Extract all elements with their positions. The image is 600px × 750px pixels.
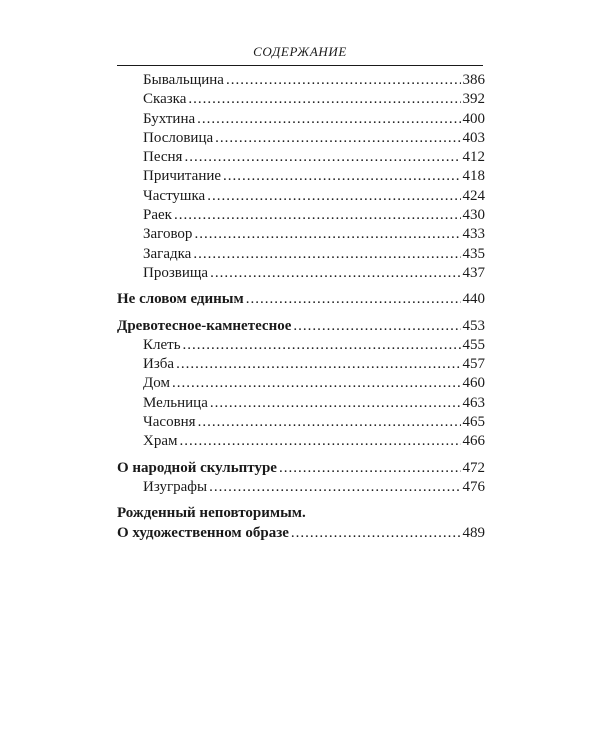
toc-section-page: 472 [462, 459, 485, 476]
toc-section[interactable] [117, 290, 485, 309]
toc-entry-title: Часовня [143, 414, 196, 431]
dot-leader [193, 245, 460, 264]
toc-entry-page: 455 [462, 336, 485, 353]
toc-entry-title: Клеть [143, 336, 181, 353]
toc-entry-title: Причитание [143, 168, 222, 185]
toc-entry-title: Мельница [143, 394, 208, 411]
toc-entry-page: 412 [462, 149, 485, 166]
toc-section-page: 489 [462, 524, 485, 541]
toc-entry-page: 457 [462, 356, 485, 373]
dot-leader [179, 432, 460, 451]
toc-entry-page: 465 [462, 414, 485, 431]
toc-entry[interactable] [117, 225, 485, 244]
dot-leader [207, 187, 460, 206]
dot-leader [210, 394, 461, 413]
toc-entry[interactable] [117, 264, 485, 283]
toc-entry-title: Частушка [143, 187, 206, 204]
toc-section[interactable] [117, 524, 485, 543]
toc-entry[interactable] [117, 478, 485, 497]
dot-leader [209, 478, 460, 497]
toc-entry-page: 466 [462, 433, 485, 450]
dot-leader [226, 71, 461, 90]
dot-leader [246, 290, 461, 309]
toc-entry-title: Загадка [143, 245, 192, 262]
toc-entry-title: Изба [143, 356, 175, 373]
toc-entry[interactable] [117, 90, 485, 109]
dot-leader [210, 264, 460, 283]
dot-leader [293, 317, 460, 336]
toc-section[interactable] [117, 317, 485, 336]
dot-leader [172, 374, 461, 393]
toc-entry-page: 433 [462, 226, 485, 243]
dot-leader [215, 129, 460, 148]
toc-entry-page: 392 [462, 91, 485, 108]
toc-entry-title: Изуграфы [143, 478, 208, 495]
dot-leader [194, 225, 460, 244]
toc-entry-page: 437 [462, 264, 485, 281]
toc-section-page: 453 [462, 317, 485, 334]
toc-entry[interactable] [117, 110, 485, 129]
toc-entry[interactable] [117, 245, 485, 264]
toc-section-page: 440 [462, 291, 485, 308]
toc-entry-page: 430 [462, 207, 485, 224]
dot-leader [223, 167, 460, 186]
toc-entry-title: Пословица [143, 129, 214, 146]
toc-entry-page: 435 [462, 245, 485, 262]
dot-leader [279, 459, 461, 478]
toc-entry[interactable] [117, 129, 485, 148]
toc-entry-page: 476 [462, 478, 485, 495]
toc-entry-page: 424 [462, 187, 485, 204]
toc-entry-page: 418 [462, 168, 485, 185]
toc-entry[interactable] [117, 187, 485, 206]
dot-leader [198, 413, 461, 432]
toc-entry-title: Заговор [143, 226, 193, 243]
toc-entry-title: Песня [143, 149, 183, 166]
toc-entry-page: 400 [462, 110, 485, 127]
toc-entry[interactable] [117, 355, 485, 374]
toc-section-title: О художественном образе [117, 524, 289, 541]
dot-leader [197, 110, 460, 129]
running-head: СОДЕРЖАНИЕ [253, 44, 347, 59]
toc-entry[interactable] [117, 336, 485, 355]
toc-entry-title: Раек [143, 207, 172, 224]
toc-entry-page: 386 [462, 72, 485, 88]
toc-entry-title: Прозвища [143, 264, 209, 281]
dot-leader [291, 524, 461, 543]
dot-leader [184, 148, 460, 167]
toc-section-title: Не словом единым [117, 291, 244, 308]
toc-entry-page: 403 [462, 129, 485, 146]
dot-leader [176, 355, 460, 374]
toc-entry-title: Бывальщина [143, 72, 224, 88]
dot-leader [188, 90, 460, 109]
dot-leader [183, 336, 461, 355]
toc-section-title: О народной скульптуре [117, 459, 277, 476]
toc-section[interactable] [117, 459, 485, 478]
toc-entry-page: 463 [462, 394, 485, 411]
toc-section-title: Древотесное-камнетесное [117, 317, 292, 334]
toc-entry-title: Сказка [143, 91, 187, 108]
toc-section-title-line1[interactable]: Рожденный неповторимым. [117, 505, 306, 522]
toc-entry-title: Бухтина [143, 110, 196, 127]
dot-leader [174, 206, 461, 225]
toc-entry[interactable] [117, 413, 485, 432]
toc-entry-title: Храм [143, 433, 178, 450]
toc-entry[interactable] [117, 432, 485, 451]
toc-entry-page: 460 [462, 375, 485, 392]
toc-entry[interactable] [117, 206, 485, 225]
toc-entry[interactable] [117, 394, 485, 413]
toc-entry[interactable] [117, 71, 485, 90]
toc-entry-title: Дом [143, 375, 170, 392]
toc-entry[interactable] [117, 167, 485, 186]
toc-entry[interactable] [117, 148, 485, 167]
toc-entry[interactable] [117, 374, 485, 393]
header-rule [117, 65, 483, 66]
table-of-contents [117, 71, 485, 543]
